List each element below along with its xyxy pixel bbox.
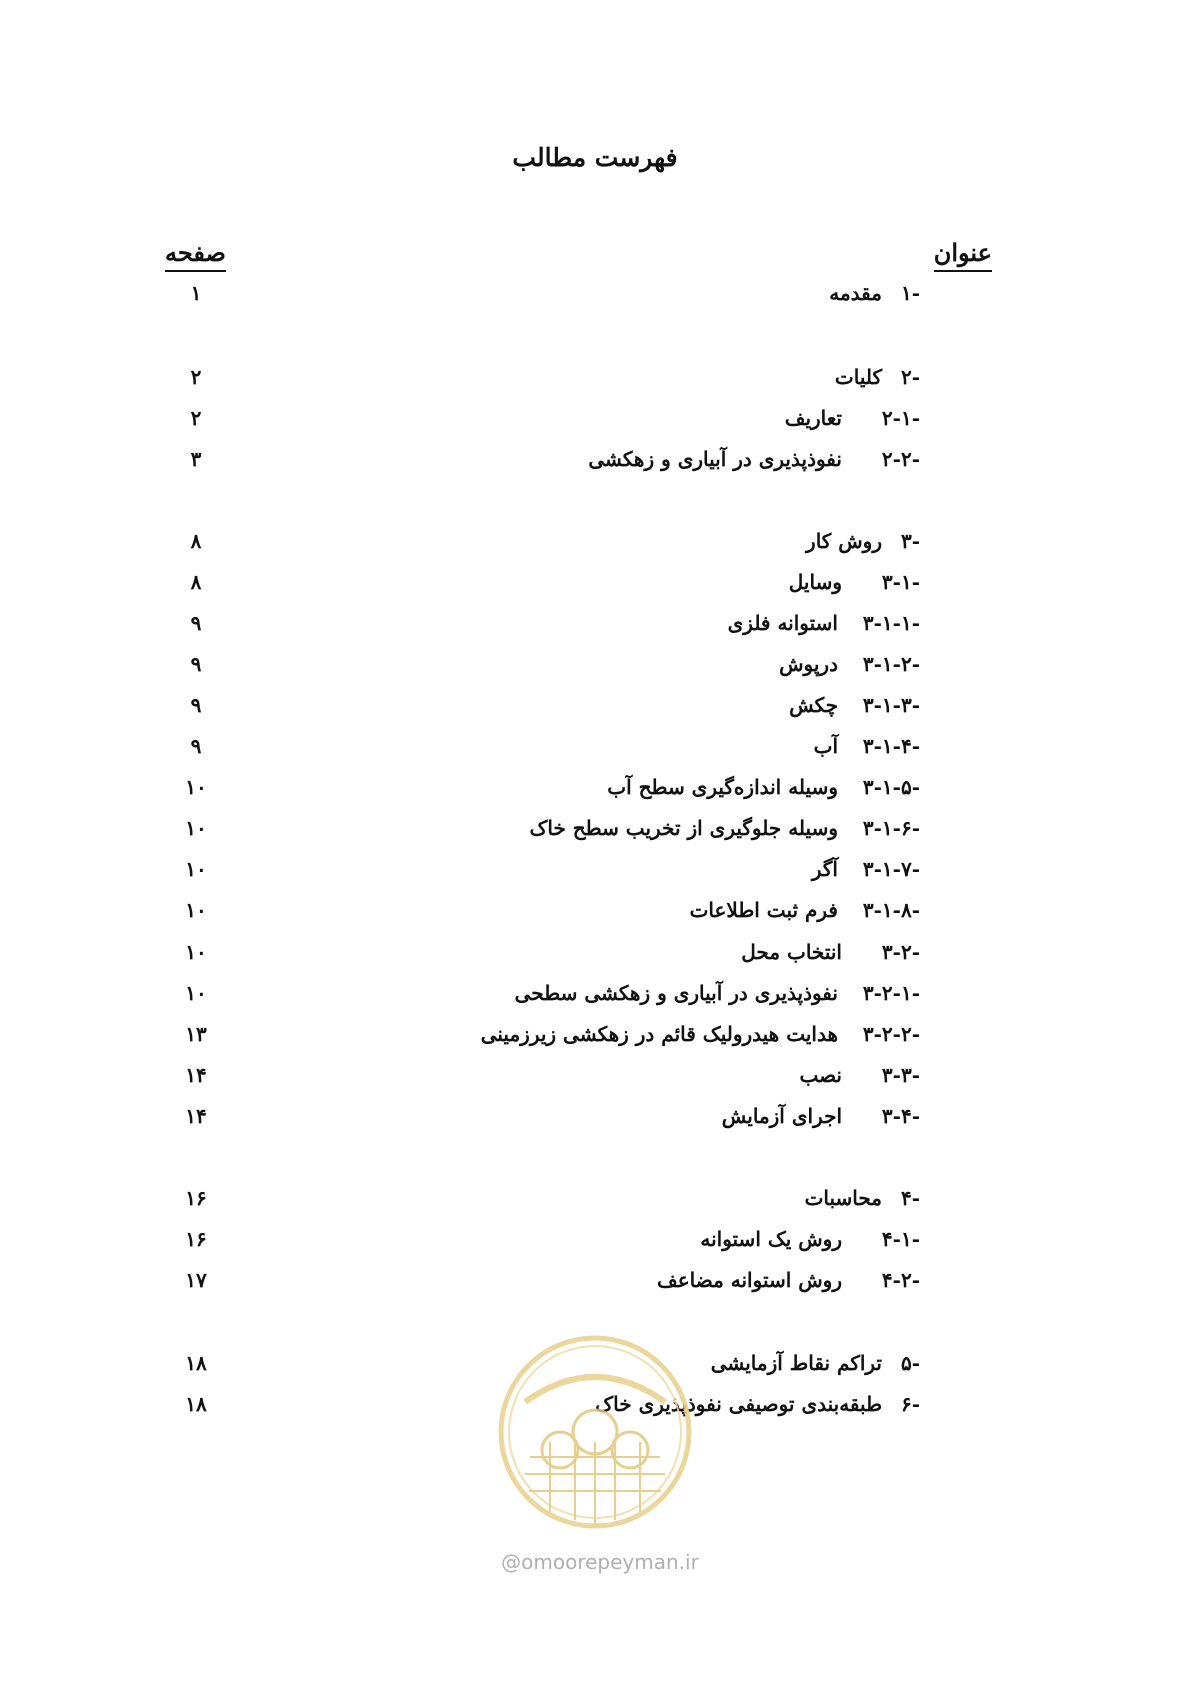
toc-entry-number: ۳-۱-۳-	[862, 693, 920, 717]
toc-entry	[150, 562, 992, 602]
toc-entry	[150, 1014, 992, 1054]
toc-entry-number: ۳-۱-۸-	[862, 898, 920, 922]
watermark-logo	[495, 1332, 695, 1532]
toc-entry-number: ۳-۱-۱-	[862, 611, 920, 635]
toc-entry	[150, 1055, 992, 1095]
toc-entry	[150, 357, 992, 397]
toc-entry-number: ۳-۱-	[881, 570, 920, 594]
watermark-site: @omoorepeyman.ir	[501, 1550, 699, 1574]
toc-entry-title: وسایل	[788, 570, 842, 594]
toc-entry-title: نصب	[799, 1063, 842, 1087]
toc-entry-number: ۳-۱-۴-	[862, 734, 920, 758]
toc-entry-title: آگر	[811, 857, 838, 881]
toc-entry	[150, 1260, 992, 1300]
toc-entry-title: محاسبات	[804, 1186, 882, 1210]
toc-entry-title: چکش	[789, 693, 838, 717]
toc-entry-page: ۲	[190, 365, 202, 389]
toc-entry-title: درپوش	[779, 652, 838, 676]
toc-entry-page: ۱۸	[185, 1351, 207, 1375]
toc-entry-number: ۳-۱-۷-	[862, 857, 920, 881]
toc-entry-page: ۹	[190, 611, 202, 635]
toc-entry-title: استوانه فلزی	[727, 611, 838, 635]
toc-entry-title: آب	[813, 734, 838, 758]
toc-entry-title: اجرای آزمایش	[721, 1104, 842, 1128]
toc-entry-title: هدایت هیدرولیک قائم در زهکشی زیرزمینی	[480, 1022, 838, 1046]
toc-entry-title: روش کار	[806, 529, 882, 553]
toc-entry-title: طبقه‌بندی توصیفی نفوذپذیری خاک	[595, 1392, 882, 1416]
toc-entry-page: ۱۰	[185, 857, 207, 881]
toc-entry	[150, 1096, 992, 1136]
toc-entry-page: ۱	[190, 281, 202, 305]
toc-entry	[150, 973, 992, 1013]
toc-entry	[150, 1219, 992, 1259]
toc-entry-page: ۱۳	[185, 1022, 207, 1046]
toc-entry-number: ۳-۲-۲-	[862, 1022, 920, 1046]
toc-entry-number: ۶-	[900, 1392, 920, 1416]
toc-entry-page: ۱۴	[185, 1104, 207, 1128]
toc-entry-number: ۳-۱-۲-	[862, 652, 920, 676]
toc-entry-title: وسیله اندازه‌گیری سطح آب	[607, 775, 838, 799]
toc-entry-title: انتخاب محل	[741, 940, 842, 964]
toc-entry-number: ۴-۲-	[881, 1268, 920, 1292]
toc-entry-page: ۱۶	[185, 1227, 207, 1251]
toc-entry-page: ۸	[190, 570, 202, 594]
toc-entry-title: نفوذپذیری در آبیاری و زهکشی	[588, 447, 842, 471]
column-header-title: عنوان	[934, 238, 992, 272]
toc-entry	[150, 398, 992, 438]
toc-entry-page: ۱۸	[185, 1392, 207, 1416]
toc-entry-page: ۳	[190, 447, 202, 471]
toc-entry	[150, 521, 992, 561]
toc-entry-number: ۳-۱-۵-	[862, 775, 920, 799]
toc-entry	[150, 849, 992, 889]
toc-entry-page: ۱۰	[185, 940, 207, 964]
column-header-page: صفحه	[165, 238, 226, 272]
toc-entry-title: تراکم نقاط آزمایشی	[710, 1351, 882, 1375]
toc-entry-number: ۲-	[900, 365, 920, 389]
toc-entry-number: ۳-۲-۱-	[862, 981, 920, 1005]
toc-entry-title: مقدمه	[829, 281, 882, 305]
page-title: فهرست مطالب	[512, 143, 678, 172]
toc-entry-title: روش استوانه مضاعف	[657, 1268, 842, 1292]
toc-entry-number: ۱-	[900, 281, 920, 305]
toc-entry-number: ۲-۲-	[881, 447, 920, 471]
toc-entry-title: فرم ثبت اطلاعات	[689, 898, 838, 922]
toc-entry	[150, 932, 992, 972]
toc-entry-page: ۲	[190, 406, 202, 430]
toc-entry	[150, 603, 992, 643]
toc-entry-page: ۱۶	[185, 1186, 207, 1210]
toc-entry-number: ۳-۴-	[881, 1104, 920, 1128]
toc-entry-title: وسیله جلوگیری از تخریب سطح خاک	[529, 816, 838, 840]
toc-entry-page: ۹	[190, 734, 202, 758]
toc-entry-page: ۱۰	[185, 898, 207, 922]
toc-entry	[150, 273, 992, 313]
toc-entry-number: ۵-	[900, 1351, 920, 1375]
toc-entry-title: نفوذپذیری در آبیاری و زهکشی سطحی	[514, 981, 838, 1005]
toc-entry-page: ۹	[190, 693, 202, 717]
toc-entry	[150, 767, 992, 807]
toc-entry-title: روش یک استوانه	[700, 1227, 842, 1251]
toc-entry-page: ۱۰	[185, 816, 207, 840]
toc-entry-title: تعاریف	[784, 406, 842, 430]
toc-entry	[150, 808, 992, 848]
toc-entry	[150, 890, 992, 930]
toc-entry-page: ۱۷	[185, 1268, 207, 1292]
toc-entry	[150, 439, 992, 479]
toc-entry-page: ۱۰	[185, 775, 207, 799]
toc-entry-number: ۳-۳-	[881, 1063, 920, 1087]
toc-entry-number: ۲-۱-	[881, 406, 920, 430]
toc-entry-page: ۱۰	[185, 981, 207, 1005]
toc-entry-number: ۳-۱-۶-	[862, 816, 920, 840]
toc-entry-number: ۴-	[900, 1186, 920, 1210]
toc-entry	[150, 1178, 992, 1218]
toc-entry-page: ۱۴	[185, 1063, 207, 1087]
toc-entry	[150, 644, 992, 684]
toc-entry-page: ۸	[190, 529, 202, 553]
toc-entry	[150, 726, 992, 766]
toc-entry-number: ۳-	[900, 529, 920, 553]
toc-entry-number: ۴-۱-	[881, 1227, 920, 1251]
toc-entry-page: ۹	[190, 652, 202, 676]
toc-entry-number: ۳-۲-	[881, 940, 920, 964]
toc-entry	[150, 685, 992, 725]
toc-entry-title: کلیات	[834, 365, 882, 389]
